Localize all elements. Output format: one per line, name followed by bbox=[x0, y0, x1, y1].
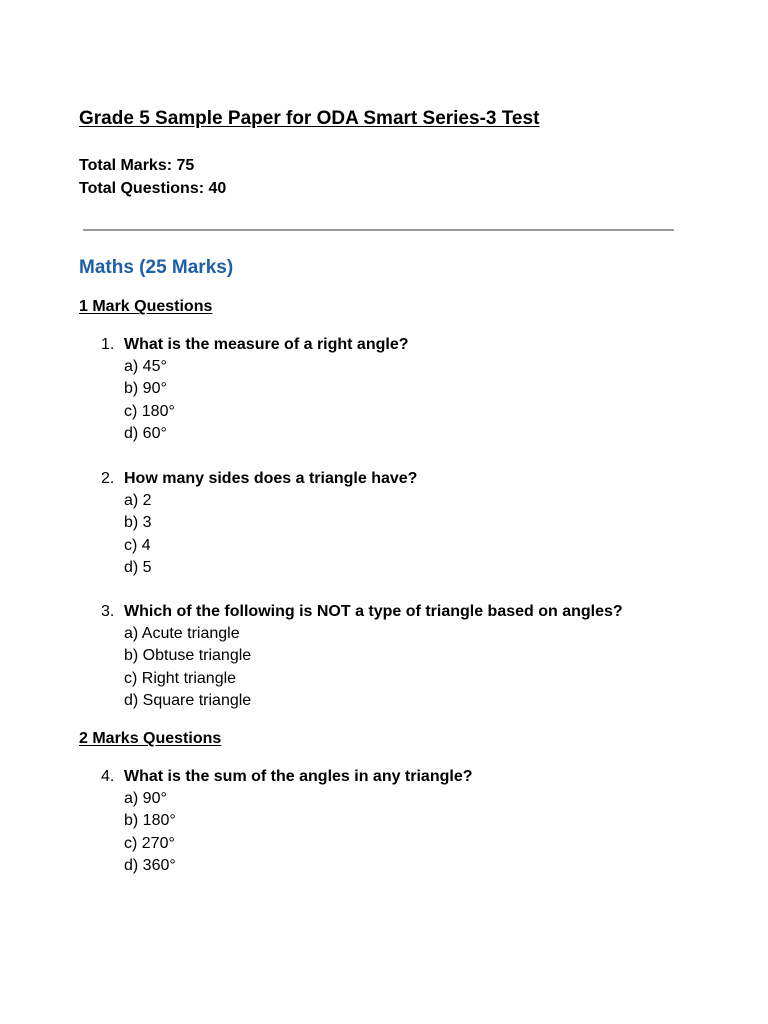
question-text: What is the measure of a right angle? bbox=[124, 336, 409, 353]
answer-option: d) 360° bbox=[124, 857, 176, 874]
total-marks: Total Marks: 75 bbox=[79, 157, 195, 174]
answer-option: a) Acute triangle bbox=[124, 625, 240, 642]
question-text: What is the sum of the angles in any triangle? bbox=[124, 768, 473, 785]
question-number: 2. bbox=[101, 470, 115, 487]
answer-option: b) Obtuse triangle bbox=[124, 647, 252, 664]
answer-option: b) 180° bbox=[124, 812, 176, 829]
answer-option: b) 90° bbox=[124, 380, 167, 397]
answer-option: d) Square triangle bbox=[124, 692, 252, 709]
group-heading-2-marks: 2 Marks Questions bbox=[79, 730, 222, 747]
horizontal-divider bbox=[83, 229, 674, 231]
answer-option: a) 90° bbox=[124, 790, 167, 807]
answer-option: b) 3 bbox=[124, 514, 152, 531]
document-title: Grade 5 Sample Paper for ODA Smart Series-3 Test bbox=[79, 108, 540, 129]
answer-option: a) 45° bbox=[124, 358, 167, 375]
answer-option: d) 60° bbox=[124, 425, 167, 442]
section-heading-maths: Maths (25 Marks) bbox=[79, 257, 234, 278]
question-number: 3. bbox=[101, 603, 115, 620]
answer-option: c) 180° bbox=[124, 403, 175, 420]
question-text: Which of the following is NOT a type of triangle based on angles? bbox=[124, 603, 623, 620]
answer-option: c) 270° bbox=[124, 835, 175, 852]
question-text: How many sides does a triangle have? bbox=[124, 470, 418, 487]
group-heading-1-mark: 1 Mark Questions bbox=[79, 298, 213, 315]
question-number: 1. bbox=[101, 336, 115, 353]
answer-option: c) Right triangle bbox=[124, 670, 237, 687]
answer-option: d) 5 bbox=[124, 559, 152, 576]
question-number: 4. bbox=[101, 768, 115, 785]
answer-option: c) 4 bbox=[124, 537, 151, 554]
answer-option: a) 2 bbox=[124, 492, 152, 509]
total-questions: Total Questions: 40 bbox=[79, 180, 227, 197]
